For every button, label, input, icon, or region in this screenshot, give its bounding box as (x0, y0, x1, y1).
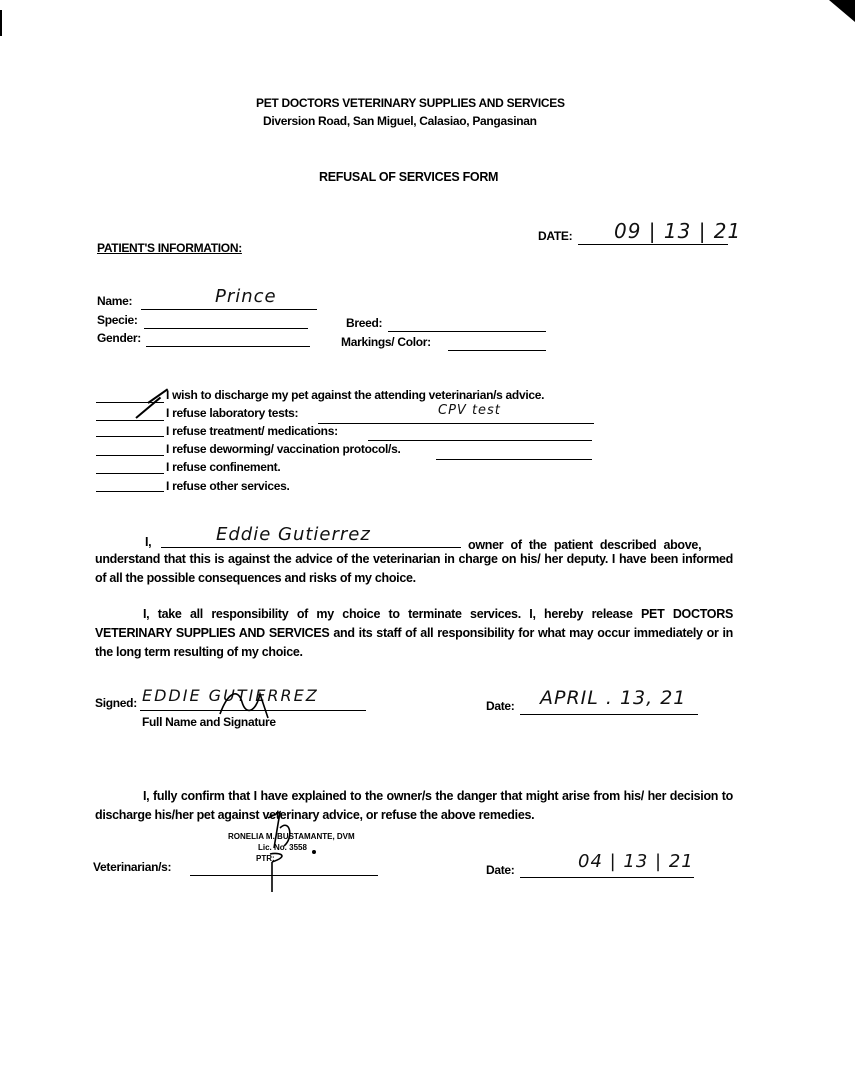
company-name: PET DOCTORS VETERINARY SUPPLIES AND SERVICES (256, 96, 565, 110)
option-label: I refuse confinement. (166, 460, 281, 474)
owner-date-label: Date: (486, 699, 515, 713)
date-top-line (578, 244, 728, 245)
signed-label: Signed: (95, 696, 137, 710)
date-top-label: DATE: (538, 229, 573, 243)
statement-body: understand that this is against the advice of the veterinarian in charge on his/ her deputy. I have been informed of all the possible consequences and risks of my choice. (95, 552, 733, 585)
vet-stamp-license: Lic. No. 3558 (258, 843, 307, 852)
option-detail-line (436, 459, 592, 460)
statement-prefix: I, (145, 535, 152, 549)
specie-line (144, 328, 308, 329)
name-line (141, 309, 317, 310)
vet-date-value: 04 | 13 | 21 (578, 851, 694, 872)
option-label: I refuse other services. (166, 479, 290, 493)
owner-date-line (520, 714, 698, 715)
markings-line (448, 350, 546, 351)
owner-name-line (161, 547, 461, 548)
option-blank (96, 473, 164, 474)
breed-label: Breed: (346, 316, 383, 330)
gender-label: Gender: (97, 331, 141, 345)
release-statement: I, take all responsibility of my choice to terminate services. I, hereby release PET DOCTORS VETERINARY SUPPLIES AND SERVICES and its staff of all responsibility for what may occur immediately or in the long term resulting of my choice. (95, 607, 733, 659)
form-title: REFUSAL OF SERVICES FORM (319, 170, 499, 184)
option-label: I refuse deworming/ vaccination protocol/s. (166, 442, 401, 456)
vet-stamp-name: RONELIA M. BUSTAMANTE, DVM (228, 832, 355, 841)
option-blank (96, 455, 164, 456)
option-blank (96, 436, 164, 437)
owner-date-value: APRIL . 13, 21 (540, 687, 687, 709)
owner-name-value: Eddie Gutierrez (216, 524, 371, 545)
vet-date-label: Date: (486, 863, 515, 877)
date-top-value: 09 | 13 | 21 (614, 219, 742, 243)
vet-signature-scribble (250, 808, 330, 898)
option-detail-line (368, 440, 592, 441)
option-blank (96, 420, 164, 421)
name-value: Prince (215, 286, 277, 307)
company-address: Diversion Road, San Miguel, Calasiao, Pangasinan (263, 114, 537, 128)
vet-confirm-statement: I, fully confirm that I have explained to the owner/s the danger that might arise from his/ her decision to discharge his/her pet against veterinary advice, or refuse the above remedies. (95, 789, 733, 822)
scan-edge-mark (0, 10, 2, 36)
scan-corner-mark (829, 0, 855, 22)
statement-line1-suffix: owner of the patient described above, (468, 538, 702, 552)
markings-label: Markings/ Color: (341, 335, 431, 349)
patient-info-heading: PATIENT'S INFORMATION: (97, 241, 242, 255)
option-detail-line (318, 423, 594, 424)
option-detail-value: CPV test (438, 403, 501, 418)
breed-line (388, 331, 546, 332)
name-label: Name: (97, 294, 133, 308)
option-label: I refuse treatment/ medications: (166, 424, 338, 438)
signed-value: EDDIE GUTIERREZ (142, 686, 319, 705)
specie-label: Specie: (97, 313, 138, 327)
gender-line (146, 346, 310, 347)
vet-stamp-ptr: PTR: (256, 854, 275, 863)
option-blank (96, 491, 164, 492)
vet-sign-label: Veterinarian/s: (93, 860, 172, 874)
option-label: I wish to discharge my pet against the attending veterinarian/s advice. (166, 388, 545, 402)
option-label: I refuse laboratory tests: (166, 406, 299, 420)
signed-caption: Full Name and Signature (142, 715, 276, 729)
vet-date-line (520, 877, 694, 878)
